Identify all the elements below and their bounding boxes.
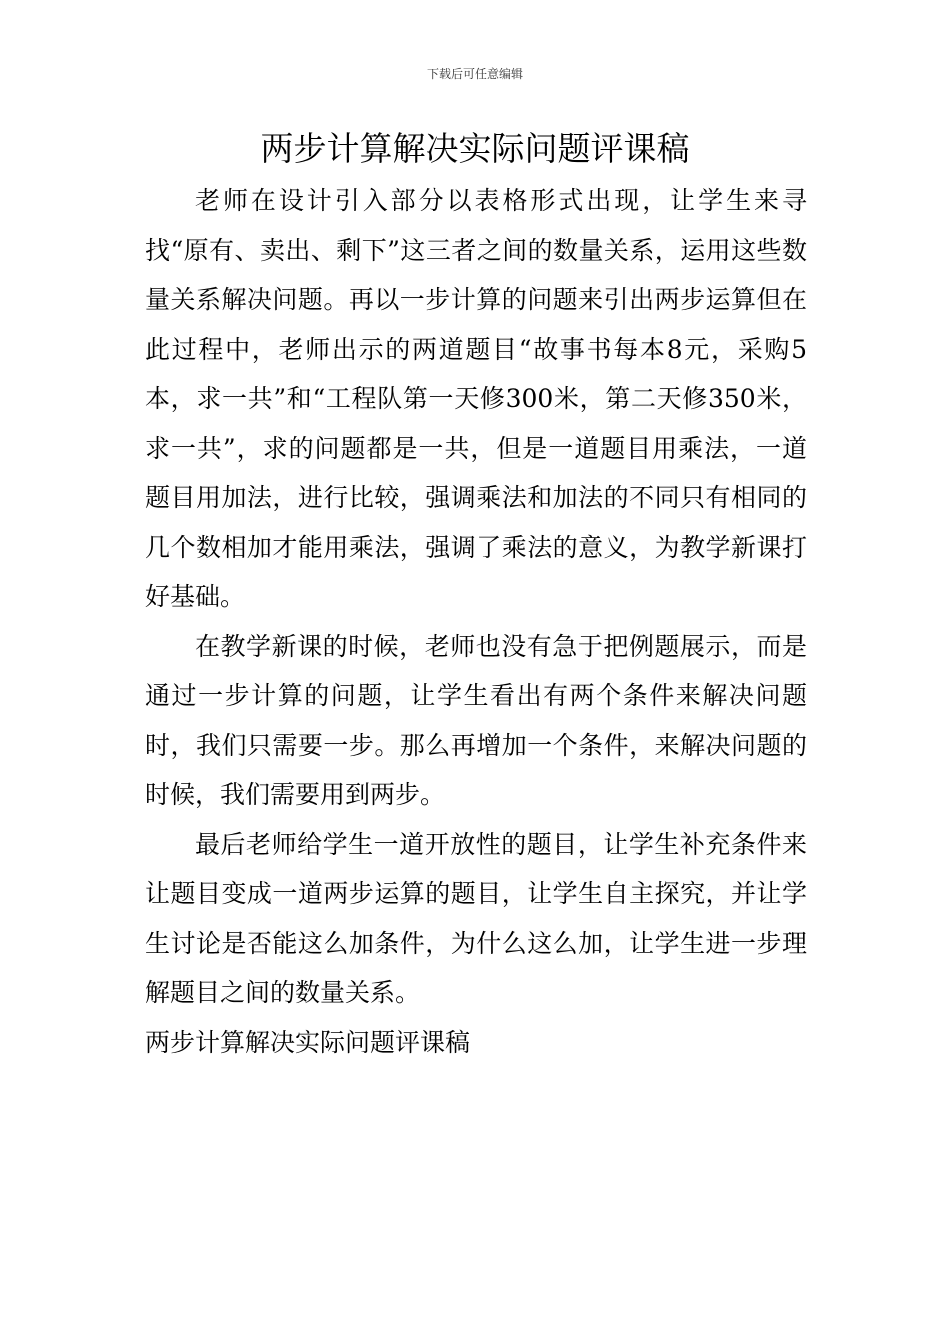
document-body — [145, 176, 807, 1067]
paragraph-open-question: 最后老师给学生一道开放性的题目，让学生补充条件来让题目变成一道两步运算的题目，让学生自主探究，并让学生讨论是否能这么加条件，为什么这么加，让学生进一步理解题目之间的数量关系。 — [145, 829, 807, 1007]
header-note: 下载后可任意编辑 — [426, 67, 523, 81]
paragraph-intro: 老师在设计引入部分以表格形式出现，让学生来寻找“原有、卖出、剩下”这三者之间的数量关系，运用这些数量关系解决问题。再以一步计算的问题来引出两步运算但在此过程中，老师出示的两道题目“故事书每本8元，采购5本，求一共”和“工程队第一天修300米，第二天修350米，求一共”，求的问题都是一共，但是一道题目用乘法，一道题目用加法，进行比较，强调乘法和加法的不同只有相同的几个数相加才能用乘法，强调了乘法的意义，为教学新课打好基础。 — [145, 186, 807, 611]
paragraph-new-lesson: 在教学新课的时候，老师也没有急于把例题展示，而是通过一步计算的问题，让学生看出有两个条件来解决问题时，我们只需要一步。那么再增加一个条件，来解决问题的时候，我们需要用到两步。 — [145, 631, 807, 809]
document-title: 两步计算解决实际问题评课稿 — [260, 129, 690, 168]
footer-title-line: 两步计算解决实际问题评课稿 — [145, 1027, 471, 1057]
